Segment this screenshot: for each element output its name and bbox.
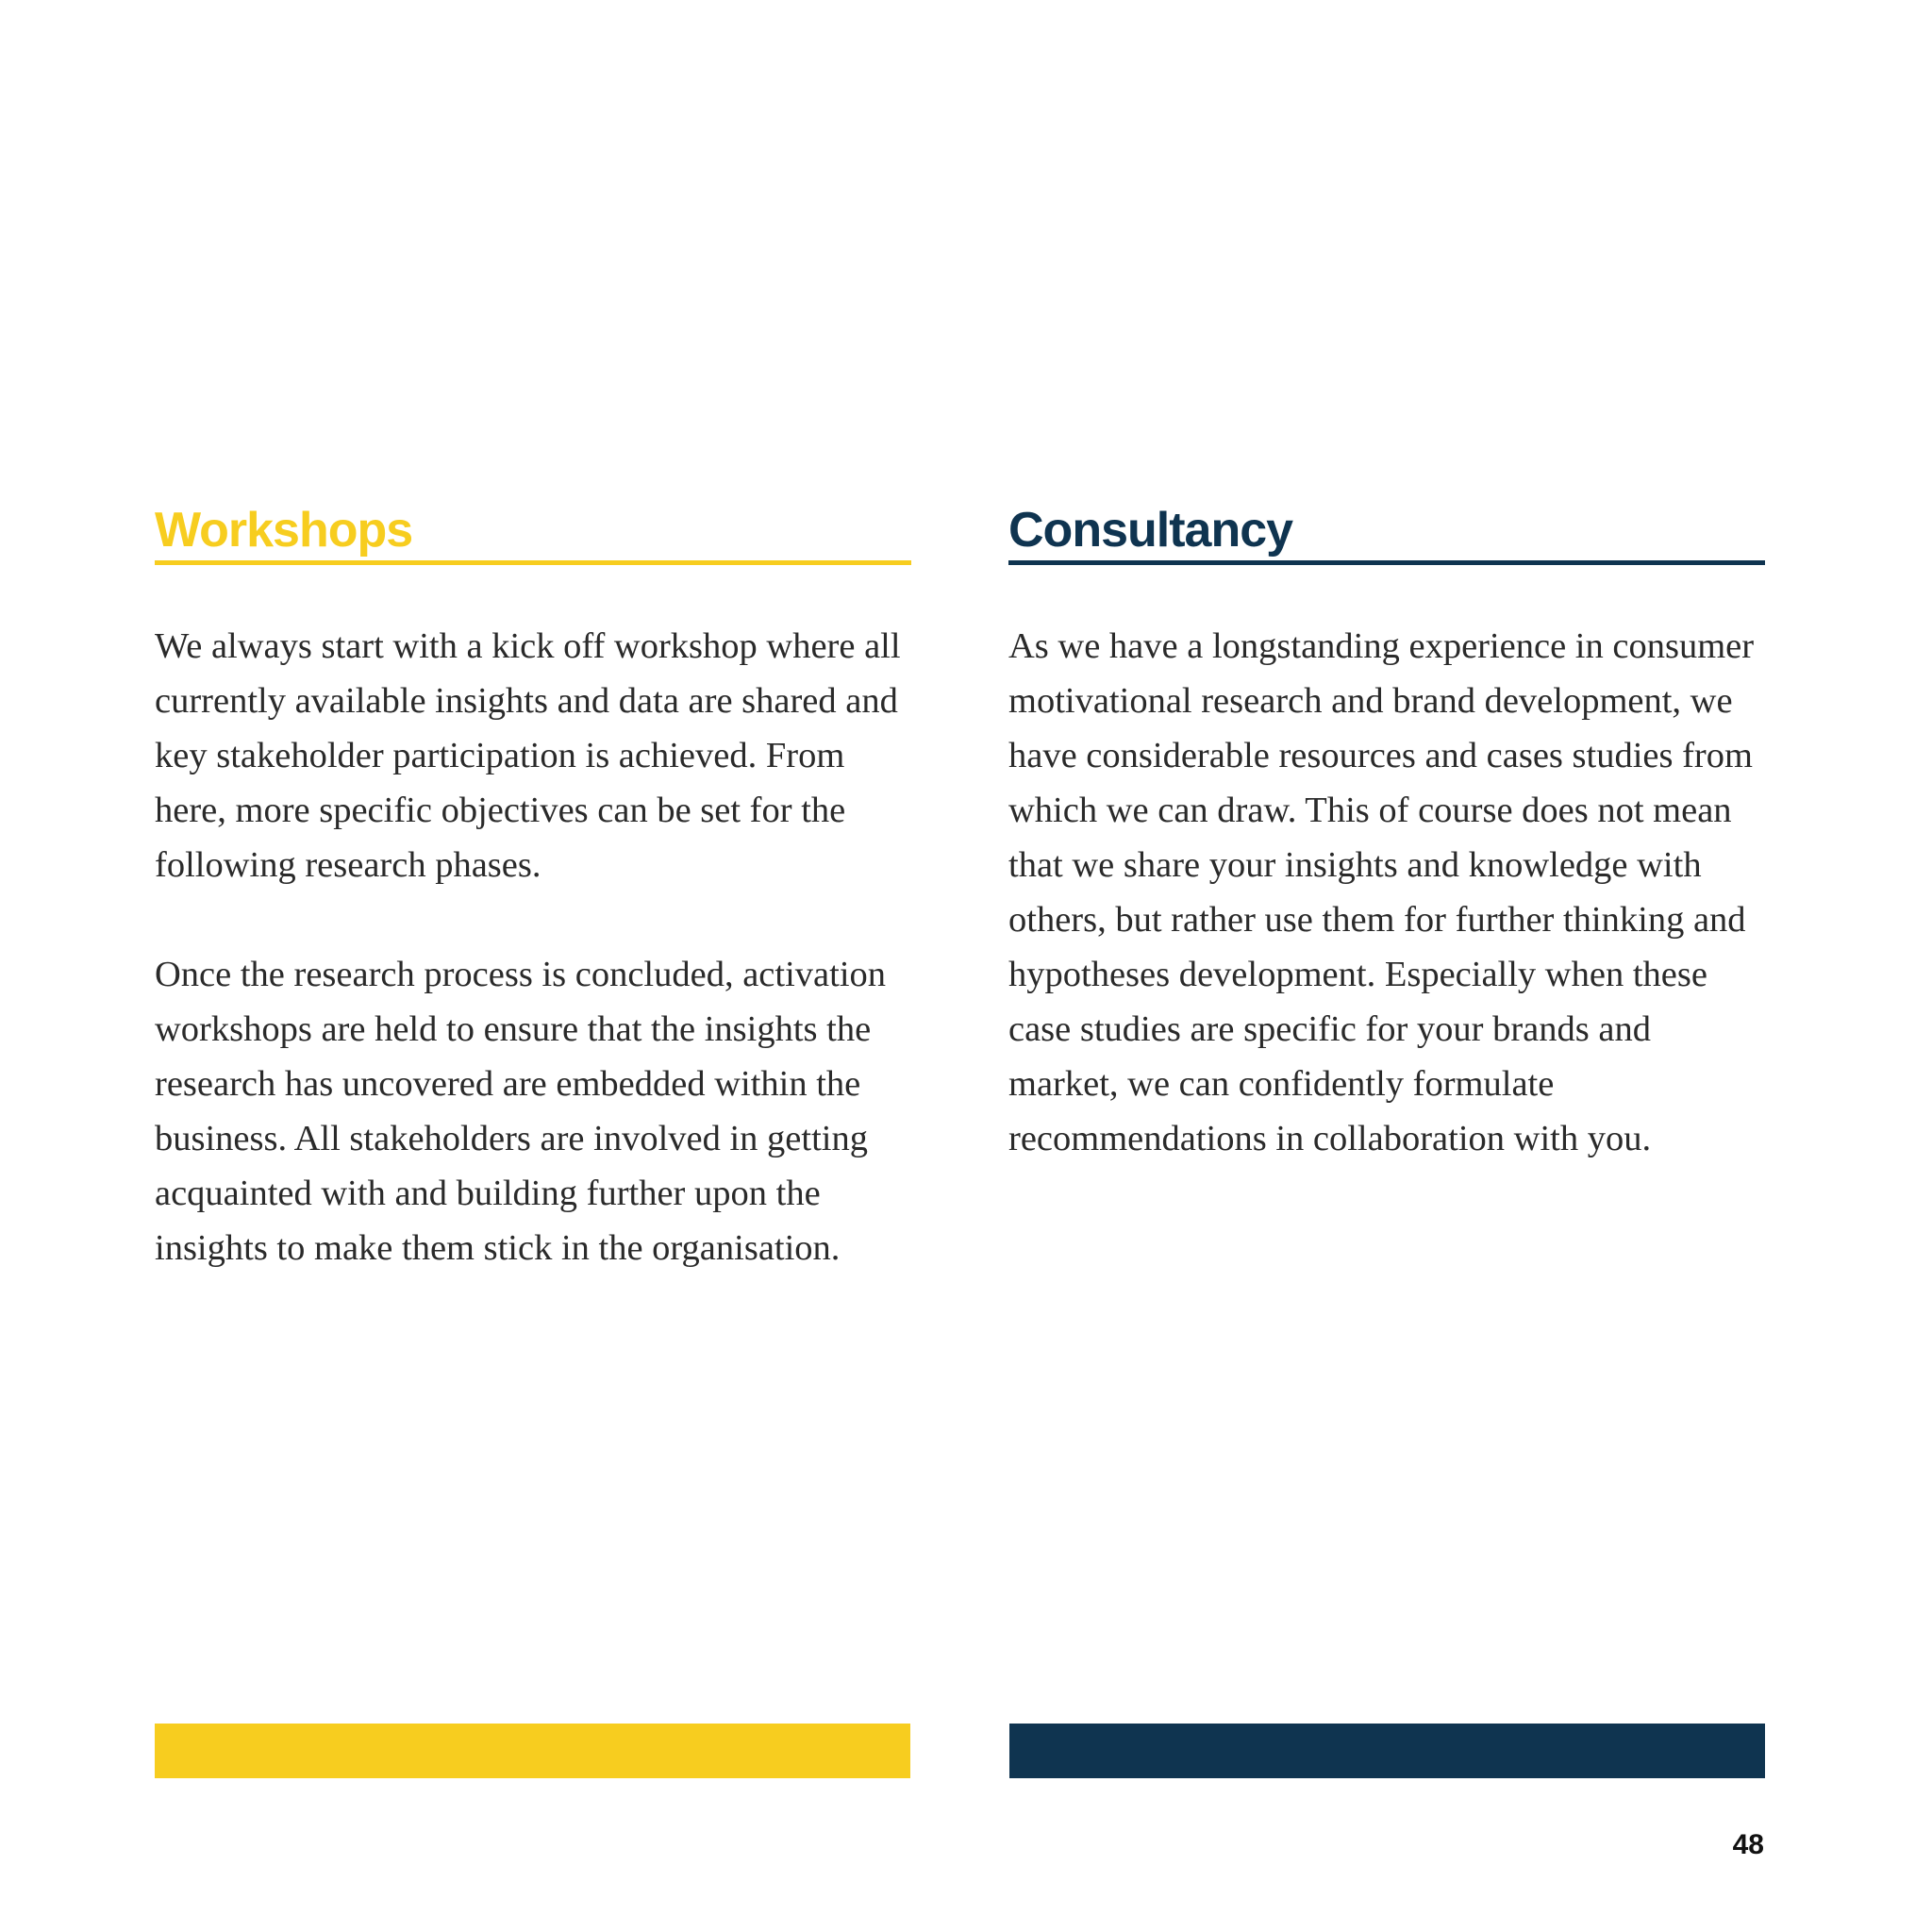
workshops-section [155, 502, 911, 1275]
navy-color-block [1009, 1724, 1765, 1778]
workshops-heading: Workshops [155, 502, 911, 565]
workshops-paragraph-1: We always start with a kick off workshop where all currently available insights and data are shared and key stakeholder participation is achieved. From here, more specific objectives can be set for the following research phases. [155, 626, 901, 885]
consultancy-paragraph-1: As we have a longstanding experience in consumer motivational research and brand development, we have considerable resources and cases studies from which we can draw. This of course does not mean that we share your insights and knowledge with others, but rather use them for further thinking and hypotheses development. Especially when these case studies are specific for your brands and market, we can confidently formulate recommendations in collaboration with you. [1008, 626, 1755, 1158]
consultancy-heading: Consultancy [1008, 502, 1765, 565]
workshops-paragraph-2: Once the research process is concluded, activation workshops are held to ensure that the insights the research has uncovered are embedded within the business. All stakeholders are involved in getting acquainted with and building further upon the insights to make them stick in the organisation. [155, 955, 887, 1268]
consultancy-section [1008, 502, 1765, 1166]
page-number: 48 [1732, 1829, 1764, 1860]
yellow-color-block [155, 1724, 910, 1778]
